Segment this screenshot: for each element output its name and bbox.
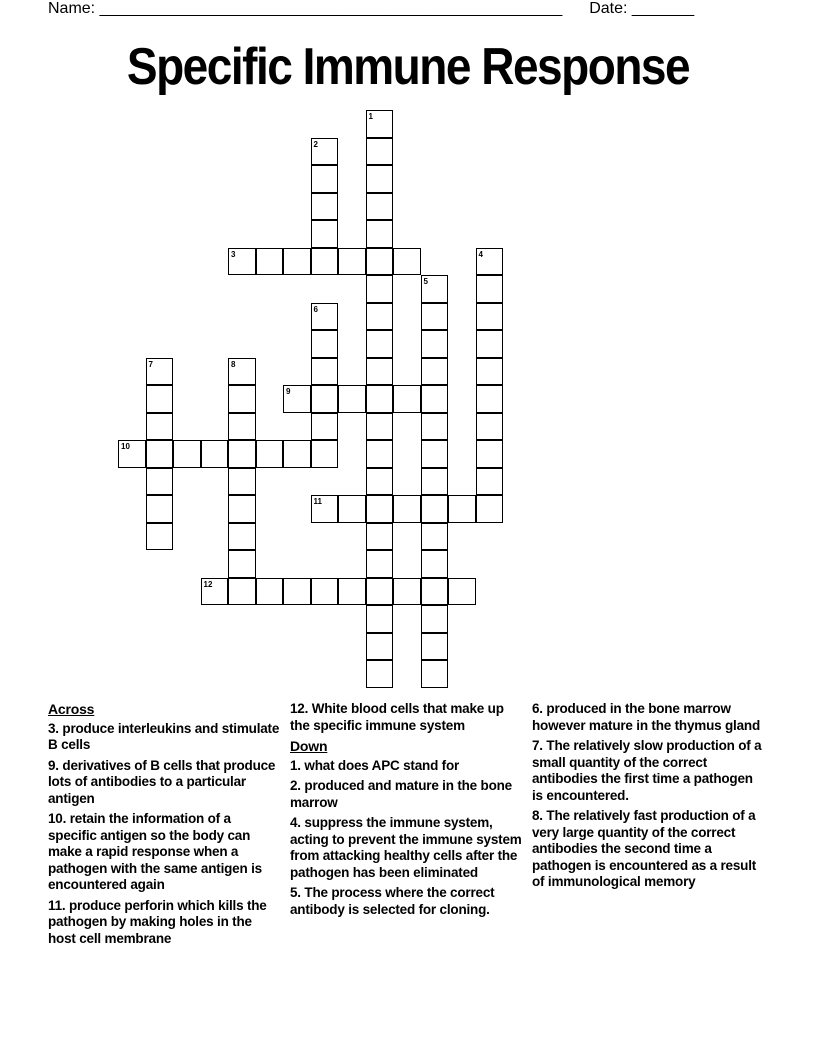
clue-number: 6. — [532, 701, 543, 716]
clue-item — [532, 738, 764, 804]
crossword-cell[interactable] — [366, 385, 394, 413]
crossword-cell[interactable] — [228, 440, 256, 468]
crossword-cell[interactable] — [228, 385, 256, 413]
crossword-cell[interactable] — [256, 440, 284, 468]
crossword-cell[interactable] — [476, 413, 504, 441]
crossword-cell[interactable] — [201, 440, 229, 468]
clue-text: The relatively fast production of a very large quantity of the correct antibodies the second time a pathogen is encountered as a result of immunological memory — [532, 808, 757, 889]
clue-number-10: 10 — [121, 442, 130, 451]
crossword-cell[interactable] — [228, 413, 256, 441]
crossword-cell[interactable] — [228, 523, 256, 551]
clue-text: what does APC stand for — [300, 757, 460, 773]
crossword-cell[interactable] — [366, 550, 394, 578]
crossword-cell[interactable] — [146, 495, 174, 523]
crossword-cell[interactable] — [338, 248, 366, 276]
crossword-cell[interactable] — [311, 358, 339, 386]
clues-column-2 — [290, 701, 522, 922]
crossword-cell[interactable] — [311, 330, 339, 358]
clue-item — [48, 811, 280, 894]
clue-number: 2. — [290, 778, 301, 793]
crossword-cell[interactable] — [421, 578, 449, 606]
clue-text: produced and mature in the bone marrow — [290, 778, 512, 810]
crossword-cell[interactable] — [366, 275, 394, 303]
clue-number: 11. — [48, 897, 66, 913]
crossword-cell[interactable] — [366, 358, 394, 386]
clue-number-12: 12 — [203, 579, 213, 589]
crossword-cell[interactable] — [366, 468, 394, 496]
clue-number: 10. — [48, 811, 67, 826]
crossword-cell[interactable] — [366, 248, 394, 276]
date-field[interactable]: Date: _______ — [589, 0, 695, 17]
crossword-cell[interactable] — [421, 468, 449, 496]
crossword-cell[interactable] — [366, 138, 394, 166]
crossword-cell[interactable] — [366, 303, 394, 331]
crossword-cell[interactable] — [338, 495, 366, 523]
crossword-cell[interactable] — [283, 248, 311, 276]
clue-text: produce perforin which kills the pathogen by making holes in the host cell membrane — [48, 897, 267, 946]
name-field[interactable]: Name: ____________________________________________________ — [48, 0, 563, 17]
crossword-cell[interactable] — [256, 248, 284, 276]
crossword-cell[interactable] — [146, 523, 174, 551]
crossword-cell[interactable] — [311, 248, 339, 276]
crossword-cell[interactable] — [421, 523, 449, 551]
clue-number: 5. — [290, 885, 301, 900]
crossword-cell[interactable] — [393, 385, 421, 413]
crossword-cell[interactable] — [228, 468, 256, 496]
crossword-cell[interactable] — [366, 578, 394, 606]
crossword-cell[interactable] — [366, 220, 394, 248]
clue-item — [532, 808, 764, 891]
clue-number-3: 3 — [231, 249, 236, 259]
crossword-cell[interactable] — [476, 495, 504, 523]
clue-number: 1. — [290, 757, 301, 773]
clue-text: produced in the bone marrow however mature in the thymus gland — [532, 701, 760, 733]
clue-number: 9. — [48, 757, 59, 773]
crossword-cell[interactable] — [311, 578, 339, 606]
crossword-cell[interactable] — [476, 468, 504, 496]
clue-text: produce interleukins and stimulate B cells — [48, 720, 280, 752]
crossword-cell[interactable] — [421, 660, 449, 688]
clue-text: suppress the immune system, acting to prevent the immune system from attacking healthy cells after the pathogen has been eliminated — [290, 815, 522, 880]
clue-number-6: 6 — [313, 304, 318, 314]
clue-item — [290, 885, 522, 918]
clue-item — [532, 701, 764, 734]
crossword-cell[interactable] — [338, 578, 366, 606]
crossword-cell[interactable] — [421, 413, 449, 441]
crossword-cell[interactable] — [366, 660, 394, 688]
crossword-cell[interactable] — [476, 385, 504, 413]
crossword-cell[interactable] — [421, 330, 449, 358]
clue-number-2: 2 — [313, 139, 318, 149]
clues-column-3 — [532, 701, 764, 895]
clue-item — [290, 778, 522, 811]
crossword-cell[interactable] — [421, 385, 449, 413]
crossword-cell[interactable] — [393, 578, 421, 606]
crossword-cell[interactable] — [311, 165, 339, 193]
clue-number: 3. — [48, 720, 59, 736]
crossword-cell[interactable] — [173, 440, 201, 468]
clue-text: White blood cells that make up the specific immune system — [290, 701, 504, 733]
crossword-cell[interactable] — [366, 330, 394, 358]
crossword-cell[interactable] — [393, 495, 421, 523]
crossword-cell[interactable] — [311, 193, 339, 221]
crossword-cell[interactable] — [146, 385, 174, 413]
crossword-cell[interactable] — [366, 633, 394, 661]
clue-text: The process where the correct antibody is selected for cloning. — [290, 885, 495, 917]
crossword-cell[interactable] — [283, 578, 311, 606]
crossword-cell[interactable] — [393, 248, 421, 276]
clue-number-4: 4 — [478, 249, 483, 259]
clue-item — [290, 758, 522, 775]
crossword-cell[interactable] — [366, 165, 394, 193]
clue-number: 8. — [532, 808, 543, 823]
crossword-cell[interactable] — [228, 550, 256, 578]
down-heading: Down — [290, 738, 328, 754]
crossword-cell[interactable] — [421, 605, 449, 633]
crossword-cell[interactable] — [228, 495, 256, 523]
crossword-cell[interactable] — [366, 495, 394, 523]
crossword-cell[interactable] — [421, 633, 449, 661]
clue-item — [290, 815, 522, 881]
crossword-cell[interactable] — [448, 578, 476, 606]
clue-number: 12. — [290, 701, 309, 716]
clue-number: 7. — [532, 738, 543, 753]
crossword-cell[interactable] — [146, 440, 174, 468]
crossword-cell[interactable] — [366, 523, 394, 551]
crossword-cell[interactable] — [146, 413, 174, 441]
crossword-cell[interactable] — [311, 413, 339, 441]
crossword-cell[interactable] — [366, 440, 394, 468]
crossword-cell[interactable] — [366, 605, 394, 633]
clue-item — [48, 721, 280, 754]
crossword-cell[interactable] — [366, 193, 394, 221]
crossword-cell[interactable] — [476, 275, 504, 303]
clue-number-5: 5 — [423, 277, 428, 286]
crossword-cell[interactable] — [421, 303, 449, 331]
crossword-cell[interactable] — [421, 440, 449, 468]
clue-number-8: 8 — [231, 359, 236, 369]
clue-text: The relatively slow production of a small quantity of the correct antibodies the first time a pathogen is encountered. — [532, 738, 762, 803]
crossword-cell[interactable] — [476, 358, 504, 386]
clue-item — [48, 758, 280, 808]
crossword-cell[interactable] — [476, 330, 504, 358]
page-title: Specific Immune Response — [126, 37, 690, 96]
crossword-cell[interactable] — [476, 303, 504, 331]
crossword-cell[interactable] — [448, 495, 476, 523]
crossword-cell[interactable] — [421, 495, 449, 523]
clue-number-7: 7 — [148, 359, 153, 369]
clue-number-9: 9 — [286, 387, 291, 396]
crossword-cell[interactable] — [421, 550, 449, 578]
crossword-cell[interactable] — [476, 440, 504, 468]
clue-text: derivatives of B cells that produce lots of antibodies to a particular antigen — [48, 757, 276, 806]
crossword-cell[interactable] — [283, 440, 311, 468]
crossword-cell[interactable] — [311, 440, 339, 468]
clue-item — [48, 898, 280, 948]
crossword-cell[interactable] — [366, 413, 394, 441]
crossword-cell[interactable] — [421, 358, 449, 386]
crossword-cell[interactable] — [146, 468, 174, 496]
crossword-cell[interactable] — [311, 385, 339, 413]
clue-item — [290, 701, 522, 734]
crossword-cell[interactable] — [311, 220, 339, 248]
crossword-cell[interactable] — [338, 385, 366, 413]
crossword-cell[interactable] — [228, 578, 256, 606]
crossword-cell[interactable] — [256, 578, 284, 606]
across-heading: Across — [48, 701, 95, 717]
clues-column-1 — [48, 701, 280, 951]
clue-text: retain the information of a specific antigen so the body can make a rapid response when a pathogen with the same antigen is encountered again — [48, 811, 262, 892]
clue-number: 4. — [290, 815, 301, 830]
clue-number-1: 1 — [368, 112, 373, 121]
clue-number-11: 11 — [313, 497, 322, 506]
